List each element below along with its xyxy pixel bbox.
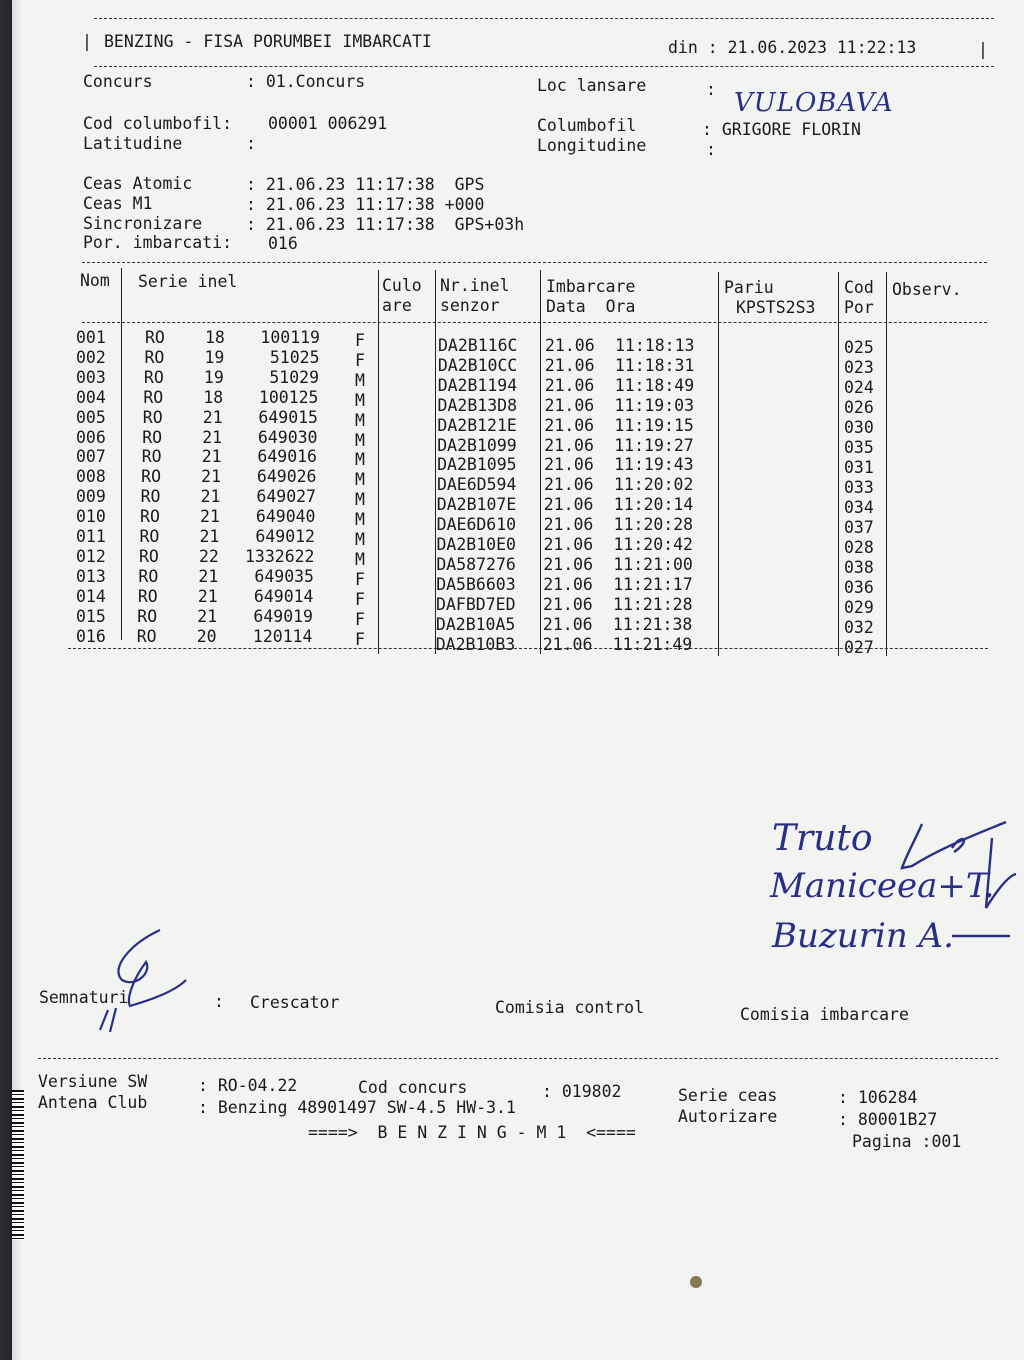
cell-nom: 013 [76, 566, 106, 586]
cod-concurs-label: Cod concurs [358, 1078, 468, 1097]
cell-tara: RO [140, 507, 160, 527]
cell-nom: 002 [76, 347, 106, 367]
col-divider [121, 268, 122, 640]
col-header-culoare-1: Culo [382, 276, 422, 295]
cell-nr: 649026 [256, 467, 317, 487]
cell-data: 21.06 [543, 574, 593, 594]
cell-nr: 649015 [258, 407, 318, 427]
cell-ora: 11:20:28 [613, 515, 694, 535]
cell-senzor: DA2B13D8 [437, 395, 518, 415]
cell-nr: 649040 [255, 507, 316, 527]
cell-cod: 035 [844, 438, 874, 457]
cell-tara: RO [139, 527, 160, 546]
cell-nr: 51025 [269, 347, 320, 367]
col-header-observatii: Observ. [892, 280, 962, 299]
cell-ora: 11:21:00 [613, 554, 693, 574]
cell-sex: F [355, 350, 365, 370]
cell-an: 21 [202, 407, 223, 427]
cell-nr: 649019 [253, 606, 313, 626]
cell-an: 20 [196, 626, 217, 646]
header-bar-right: | [978, 40, 988, 59]
cell-nom: 004 [76, 387, 106, 407]
commission-handwritten-2: Maniceea+T. [770, 866, 995, 906]
paper-sheet [12, 0, 1024, 1360]
cell-an: 21 [201, 467, 222, 487]
cell-senzor: DA2B10E0 [436, 535, 516, 554]
cell-senzor: DAE6D594 [436, 475, 517, 495]
ceas-atomic-value: : 21.06.23 11:17:38 GPS [246, 175, 485, 194]
cell-nr: 649035 [254, 566, 314, 586]
cell-ora: 11:21:17 [613, 574, 693, 594]
document-date: din : 21.06.2023 11:22:13 [668, 38, 917, 57]
cell-nr: 120114 [252, 626, 313, 646]
comisia-control-label: Comisia control [495, 998, 645, 1017]
serie-ceas-label: Serie ceas [678, 1086, 778, 1105]
cell-nr: 649016 [257, 447, 317, 467]
cell-ora: 11:18:49 [614, 375, 695, 395]
cell-nr: 100119 [260, 328, 320, 347]
benzing-banner: ====> B E N Z I N G - M 1 <==== [308, 1123, 636, 1142]
cell-ora: 11:21:28 [613, 594, 693, 614]
cell-data: 21.06 [544, 455, 594, 475]
crescator-label: Crescator [250, 993, 340, 1012]
cell-ora: 11:19:03 [614, 395, 695, 415]
semnaturi-colon: : [214, 992, 224, 1011]
cell-ora: 11:18:31 [614, 355, 695, 375]
cod-columbofil-value: 00001 006291 [268, 114, 388, 133]
cell-tara: RO [138, 546, 159, 566]
cell-senzor: DA2B116C [438, 336, 518, 355]
cell-cod: 036 [844, 578, 874, 597]
cell-nr: 1332622 [244, 546, 315, 566]
col-header-pariu-1: Pariu [724, 278, 774, 297]
comisia-imbarcare-label: Comisia imbarcare [740, 1005, 909, 1024]
ceas-m1-value: : 21.06.23 11:17:38 +000 [246, 195, 485, 214]
cell-ora: 11:19:27 [614, 435, 694, 455]
cell-cod: 038 [844, 558, 874, 577]
cell-nr: 51029 [269, 367, 319, 387]
cod-columbofil-label: Cod columbofil: [83, 114, 233, 133]
cell-data: 21.06 [544, 395, 595, 415]
longitudine-value: : [706, 140, 716, 159]
cell-ora: 11:18:13 [615, 336, 695, 355]
crescator-signature [90, 922, 200, 1042]
cell-cod: 028 [844, 538, 874, 557]
cell-sex: M [355, 530, 365, 549]
serie-ceas-value: : 106284 [838, 1088, 918, 1107]
header-bar-left: | [82, 32, 92, 51]
cell-senzor: DA2B121E [437, 415, 517, 435]
cell-cod: 033 [844, 478, 874, 497]
cell-sex: M [355, 490, 365, 510]
cell-tara: RO [140, 487, 161, 507]
cell-ora: 11:21:49 [612, 634, 693, 654]
sincronizare-value: : 21.06.23 11:17:38 GPS+03h [246, 215, 525, 234]
cell-an: 21 [199, 527, 220, 546]
cell-nom: 003 [76, 367, 106, 387]
cell-an: 19 [203, 367, 224, 387]
col-header-cod-2: Por [844, 298, 874, 317]
cell-senzor: DA2B10B3 [435, 634, 516, 654]
cell-sex: M [355, 410, 365, 430]
col-header-cod-1: Cod [844, 278, 874, 297]
cell-nr: 100125 [258, 387, 319, 407]
col-divider [718, 272, 719, 656]
cell-nom: 005 [76, 407, 106, 427]
cell-nr: 649027 [256, 487, 316, 507]
cell-an: 21 [198, 566, 219, 586]
cell-nom: 012 [76, 546, 106, 566]
cell-data: 21.06 [544, 375, 595, 395]
antena-value: : Benzing 48901497 SW-4.5 HW-3.1 [198, 1098, 516, 1117]
cell-nom: 010 [76, 507, 106, 527]
col-header-nrinel-1: Nr.inel [440, 276, 510, 295]
cell-nom: 006 [76, 427, 106, 447]
porumbei-imbarcati-label: Por. imbarcati: [83, 233, 233, 252]
cell-sex: M [355, 430, 365, 450]
cell-tara: RO [137, 586, 158, 606]
latitudine-label: Latitudine [83, 134, 183, 153]
cell-sex: M [355, 470, 365, 490]
cell-an: 22 [198, 546, 219, 566]
col-header-pariu-2: KPSTS2S3 [736, 298, 816, 317]
cell-senzor: DA2B1095 [437, 455, 517, 475]
antena-label: Antena Club [38, 1093, 148, 1112]
cell-senzor: DA587276 [436, 554, 516, 574]
concurs-value: : 01.Concurs [246, 72, 366, 91]
cell-cod: 024 [844, 378, 874, 397]
cell-sex: F [355, 609, 365, 629]
cell-nom: 015 [76, 606, 106, 626]
cell-data: 21.06 [544, 355, 595, 375]
col-divider [540, 270, 541, 654]
col-divider [886, 272, 887, 656]
cell-sex: F [355, 569, 365, 589]
autorizare-value: : 80001B27 [838, 1110, 938, 1129]
col-header-nom: Nom [80, 271, 110, 290]
document-title: BENZING - FISA PORUMBEI IMBARCATI [104, 32, 432, 51]
cell-ora: 11:19:15 [614, 415, 694, 435]
cod-concurs-value: : 019802 [542, 1082, 622, 1101]
cell-nr: 649030 [257, 427, 318, 447]
cell-sex: F [355, 331, 365, 350]
cell-an: 21 [200, 487, 221, 507]
cell-data: 21.06 [543, 535, 594, 554]
cell-sex: F [355, 589, 365, 609]
cell-tara: RO [141, 467, 162, 487]
cell-senzor: DA5B6603 [436, 574, 516, 594]
col-header-nrinel-2: senzor [440, 296, 500, 315]
cell-nom: 009 [76, 487, 106, 507]
ceas-atomic-label: Ceas Atomic [83, 174, 193, 193]
cell-cod: 032 [844, 618, 874, 637]
ceas-m1-label: Ceas M1 [83, 194, 153, 213]
cell-data: 21.06 [543, 554, 594, 574]
cell-senzor: DA2B1194 [437, 375, 518, 395]
barcode-strip [12, 1090, 24, 1240]
cell-cod: 029 [844, 598, 874, 617]
cell-senzor: DAFBD7ED [436, 594, 516, 614]
cell-ora: 11:21:38 [612, 614, 693, 634]
cell-data: 21.06 [545, 336, 595, 355]
loc-lansare-handwritten: VULOBAVA [734, 88, 894, 118]
cell-tara: RO [138, 566, 159, 586]
cell-tara: RO [143, 387, 164, 407]
paper-stain [690, 1276, 702, 1288]
cell-cod: 027 [844, 638, 874, 657]
cell-cod: 034 [844, 498, 874, 517]
versiune-value: : RO-04.22 [198, 1076, 298, 1095]
cell-senzor: DA2B1099 [437, 435, 517, 455]
col-divider [838, 272, 839, 656]
cell-an: 21 [201, 447, 222, 467]
cell-senzor: DA2B107E [436, 495, 517, 515]
cell-nom: 008 [76, 467, 106, 487]
cell-tara: RO [145, 328, 165, 347]
cell-data: 21.06 [543, 515, 594, 535]
cell-data: 21.06 [544, 435, 594, 455]
latitudine-value: : [246, 134, 256, 153]
cell-sex: M [355, 549, 365, 569]
cell-an: 21 [197, 606, 218, 626]
cell-data: 21.06 [544, 415, 595, 435]
loc-lansare-colon: : [706, 80, 716, 99]
loc-lansare-label: Loc lansare [537, 76, 647, 95]
cell-nom: 016 [76, 626, 106, 646]
cell-an: 21 [200, 507, 220, 527]
cell-an: 21 [197, 586, 218, 606]
col-header-imbarcare-2: Data Ora [546, 297, 636, 316]
page-number: Pagina :001 [852, 1132, 962, 1151]
cell-sex: F [355, 629, 365, 649]
cell-nom: 007 [76, 447, 106, 467]
cell-data: 21.06 [543, 475, 594, 495]
cell-tara: RO [142, 427, 163, 447]
cell-nom: 011 [76, 527, 106, 546]
col-header-culoare-2: are [382, 296, 412, 315]
cell-sex: M [355, 450, 365, 470]
cell-nom: 001 [76, 328, 106, 347]
cell-an: 21 [202, 427, 223, 447]
cell-data: 21.06 [543, 594, 593, 614]
cell-ora: 11:20:42 [613, 535, 693, 554]
cell-tara: RO [136, 626, 157, 646]
cell-nr: 649014 [253, 586, 314, 606]
cell-data: 21.06 [542, 614, 593, 634]
cell-cod: 031 [844, 458, 874, 477]
cell-cod: 030 [844, 418, 874, 437]
cell-ora: 11:20:14 [613, 495, 694, 515]
cell-nom: 014 [76, 586, 106, 606]
cell-cod: 026 [844, 398, 874, 417]
porumbei-imbarcati-value: 016 [268, 234, 298, 253]
cell-an: 18 [205, 328, 225, 347]
sincronizare-label: Sincronizare [83, 214, 203, 233]
columbofil-value: : GRIGORE FLORIN [702, 120, 861, 139]
cell-an: 18 [203, 387, 224, 407]
commission-handwritten-1: Truto [772, 818, 873, 859]
cell-ora: 11:20:02 [613, 475, 694, 495]
columbofil-label: Columbofil [537, 116, 637, 135]
cell-tara: RO [137, 606, 158, 626]
cell-tara: RO [144, 347, 165, 367]
cell-nr: 649012 [255, 527, 315, 546]
cell-sex: M [355, 510, 365, 530]
autorizare-label: Autorizare [678, 1107, 778, 1126]
cell-senzor: DA2B10CC [437, 355, 518, 375]
col-header-serie: Serie inel [138, 272, 238, 291]
col-divider [378, 270, 379, 654]
commission-handwritten-3: Buzurin A. [772, 916, 954, 956]
versiune-label: Versiune SW [38, 1072, 148, 1091]
cell-sex: M [355, 390, 365, 410]
concurs-label: Concurs [83, 72, 153, 91]
cell-data: 21.06 [543, 495, 594, 515]
cell-tara: RO [141, 447, 162, 467]
cell-cod: 025 [844, 338, 874, 357]
cell-cod: 023 [844, 358, 874, 377]
cell-senzor: DA2B10A5 [435, 614, 516, 634]
longitudine-label: Longitudine [537, 136, 647, 155]
cell-ora: 11:19:43 [614, 455, 694, 475]
cell-tara: RO [142, 407, 163, 427]
semnaturi-label: Semnaturi [39, 988, 129, 1007]
cell-an: 19 [204, 347, 225, 367]
cell-tara: RO [143, 367, 164, 387]
cell-sex: M [355, 370, 365, 390]
col-header-imbarcare-1: Imbarcare [546, 277, 636, 296]
cell-data: 21.06 [542, 634, 593, 654]
commission-signatures-scribble [892, 812, 1022, 962]
cell-senzor: DAE6D610 [436, 515, 517, 535]
cell-cod: 037 [844, 518, 874, 537]
